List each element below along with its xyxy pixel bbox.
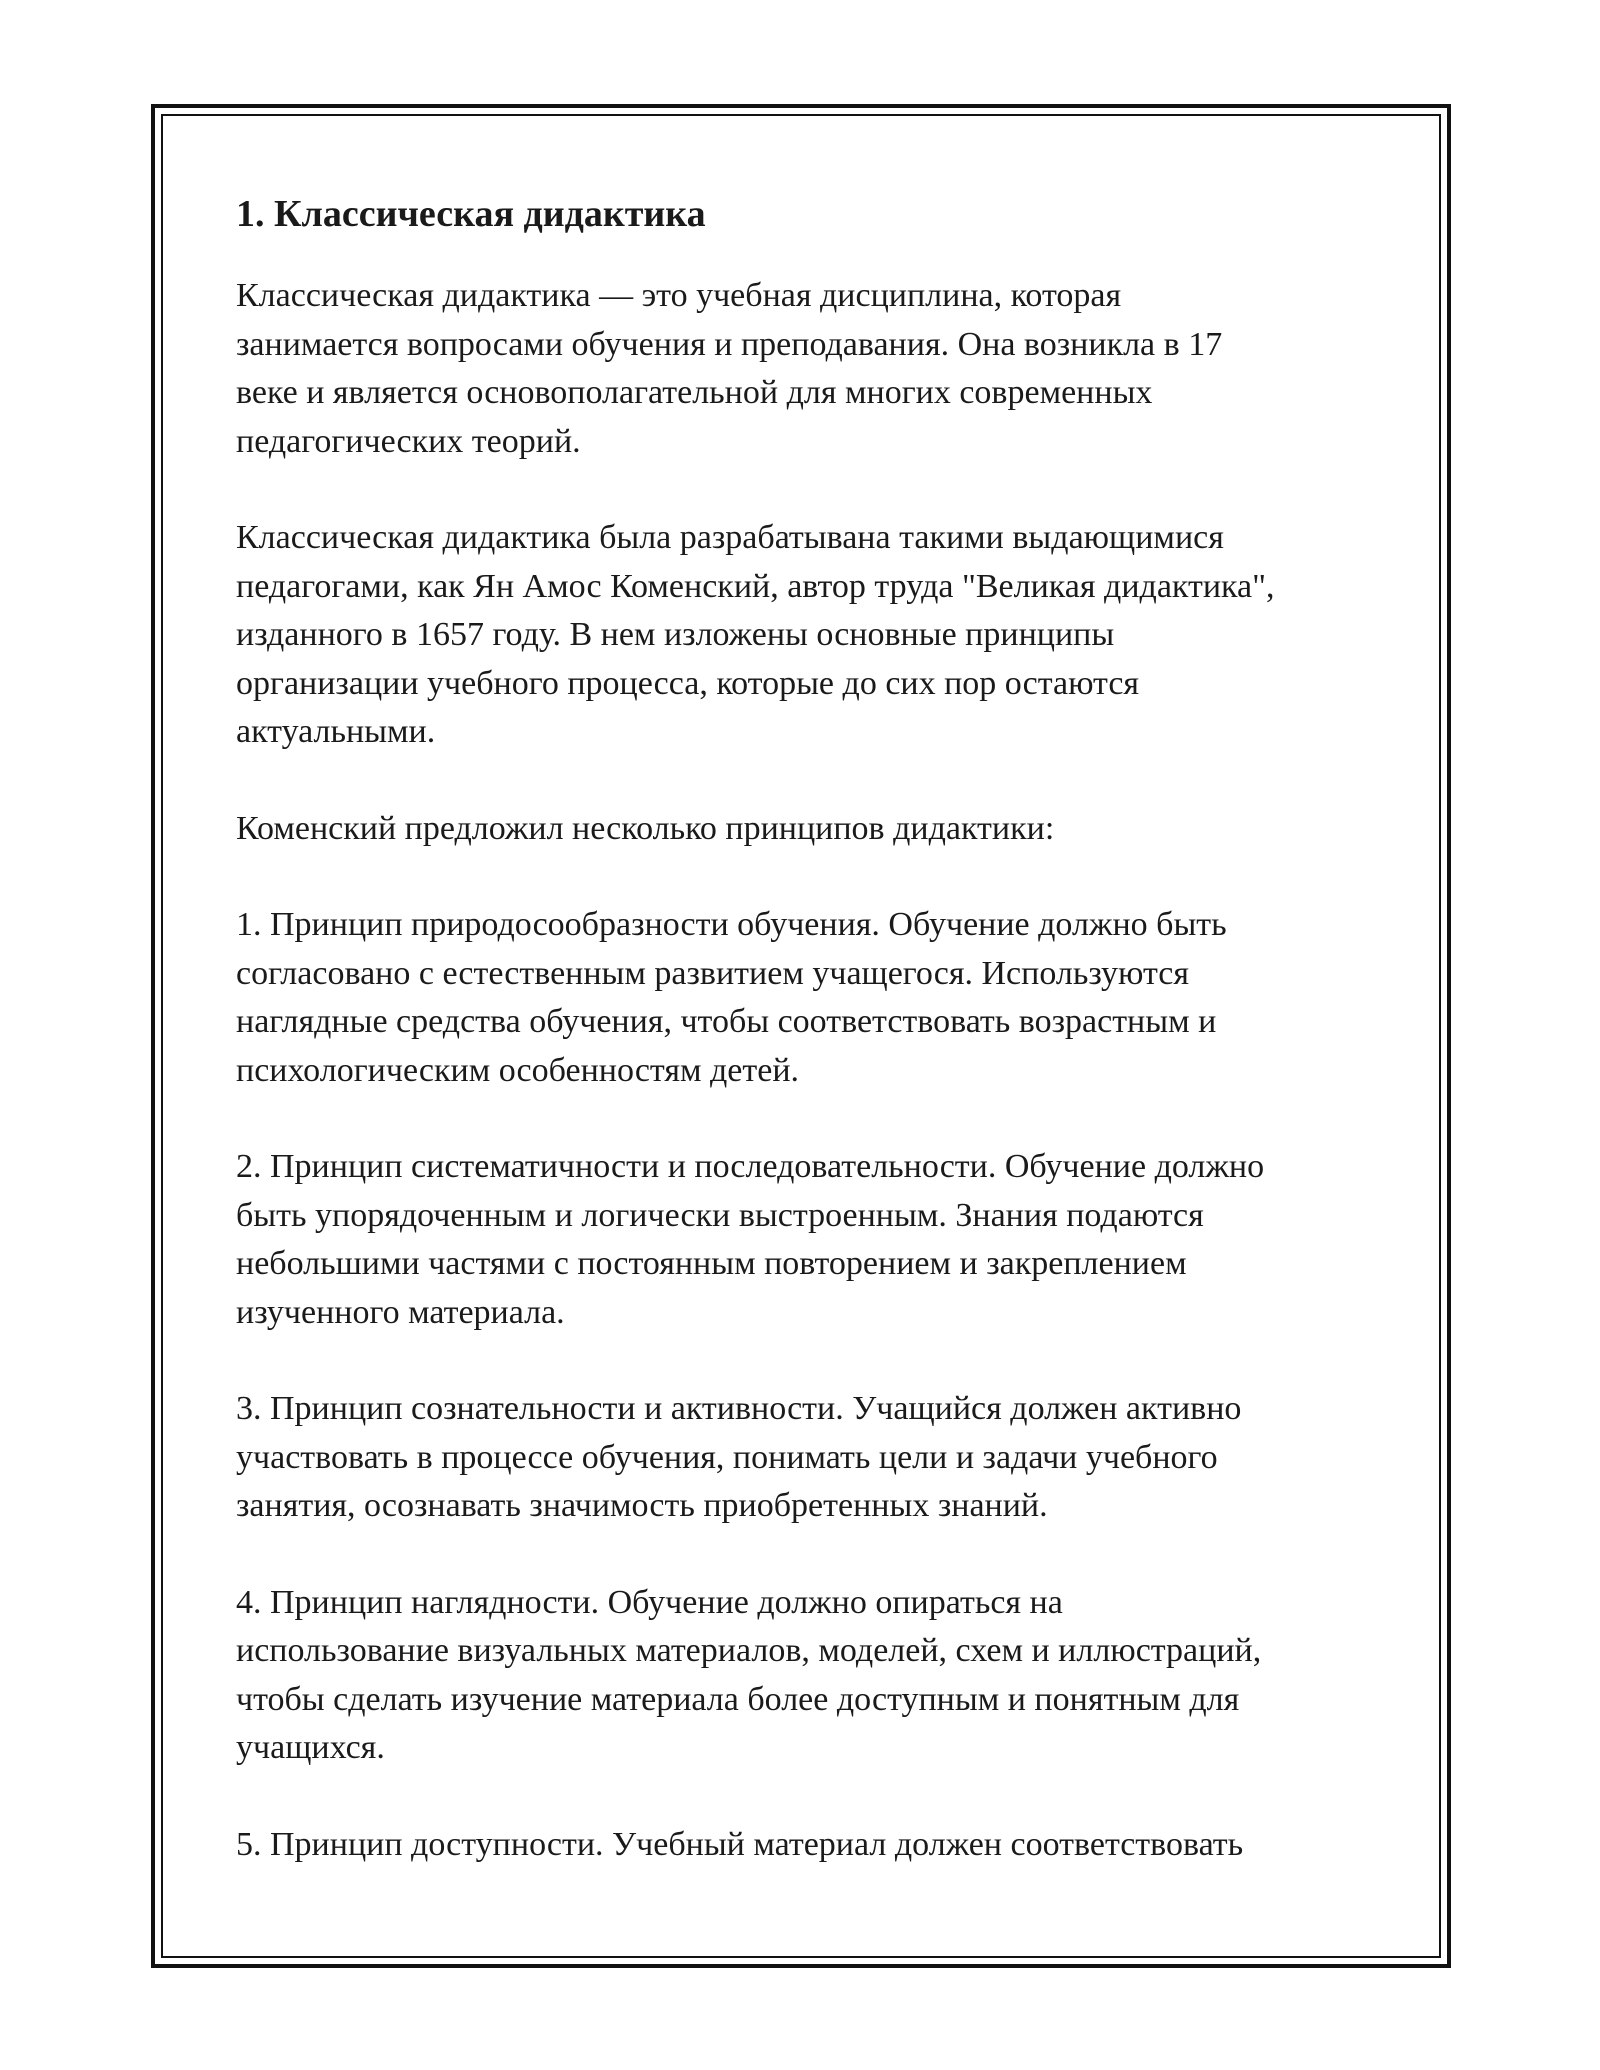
paragraph-principles-intro — [236, 805, 1376, 854]
text-line: занимается вопросами обучения и преподавания. Она возникла в 17 — [236, 325, 1223, 363]
text-line: 5. Принцип доступности. Учебный материал должен соответствовать — [236, 1825, 1244, 1863]
text-line: 1. Принцип природосообразности обучения. Обучение должно быть — [236, 906, 1227, 943]
text-line: 2. Принцип систематичности и последовательности. Обучение должно — [236, 1148, 1265, 1185]
text-line: учащихся. — [236, 1729, 385, 1766]
text-line: наглядные средства обучения, чтобы соответствовать возрастным и — [236, 1003, 1217, 1040]
paragraph-principle-1 — [236, 901, 1376, 1095]
text-line: участвовать в процессе обучения, понимать цели и задачи учебного — [236, 1438, 1218, 1476]
paragraph-principle-5 — [236, 1821, 1376, 1870]
text-line: быть упорядоченным и логически выстроенным. Знания подаются — [236, 1196, 1204, 1234]
paragraph-principle-2 — [236, 1143, 1376, 1337]
text-line: согласовано с естественным развитием учащегося. Используются — [236, 954, 1190, 992]
text-line: чтобы сделать изучение материала более доступным и понятным для — [236, 1680, 1240, 1718]
document-body — [236, 184, 1376, 1917]
text-line: Классическая дидактика была разрабатывана такими выдающимися — [236, 519, 1224, 556]
text-line: занятия, осознавать значимость приобретенных знаний. — [236, 1487, 1048, 1524]
text-line: использование визуальных материалов, моделей, схем и иллюстраций, — [236, 1632, 1262, 1669]
text-line: изданного в 1657 году. В нем изложены основные принципы — [236, 616, 1115, 653]
text-line: небольшими частями с постоянным повторением и закреплением — [236, 1245, 1187, 1282]
text-line: изученного материала. — [236, 1293, 565, 1331]
paragraph-principle-3 — [236, 1385, 1376, 1531]
text-line: 4. Принцип наглядности. Обучение должно опираться на — [236, 1583, 1063, 1621]
text-line: Коменский предложил несколько принципов дидактики: — [236, 809, 1055, 847]
text-line: педагогами, как Ян Амос Коменский, автор труда "Великая дидактика", — [236, 567, 1275, 605]
text-line: веке и является основополагательной для многих современных — [236, 374, 1153, 411]
text-line: организации учебного процесса, которые до сих пор остаются — [236, 664, 1140, 702]
text-line: педагогических теорий. — [236, 422, 581, 460]
paragraph-principle-4 — [236, 1579, 1376, 1773]
paragraph-comenius — [236, 514, 1376, 757]
paragraph-intro — [236, 272, 1376, 466]
text-line: актуальными. — [236, 713, 436, 750]
text-line: Классическая дидактика — это учебная дисциплина, которая — [236, 277, 1122, 314]
document-heading: 1. Классическая дидактика — [236, 193, 706, 235]
text-line: 3. Принцип сознательности и активности. Учащийся должен активно — [236, 1390, 1242, 1427]
text-line: психологическим особенностям детей. — [236, 1051, 800, 1089]
